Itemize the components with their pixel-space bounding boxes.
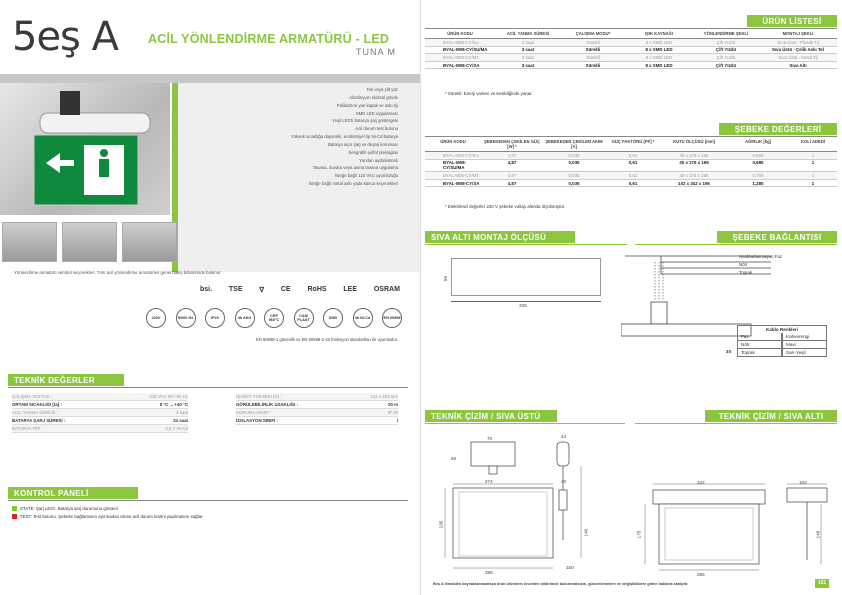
kablo-cell: Mavi bbox=[782, 341, 827, 349]
spec-badge: 4h Ni-Cd bbox=[353, 308, 373, 328]
kontrol-text: TEST: Test butonu. Şebeke bağlantısını ayırmadan ürünü acil durum testini yapılmasını sağlar. bbox=[20, 514, 204, 519]
table-cell: Sıva Üstü - Metal Tij bbox=[778, 54, 818, 60]
teknik-key: ACİL YANMA SÜRESİ : bbox=[12, 410, 58, 415]
column-header: KOLİ ADEDİ bbox=[800, 139, 826, 144]
cutout-width-line bbox=[451, 301, 601, 302]
table-cell: 4,87 bbox=[507, 160, 517, 166]
column-header: IŞIK KAYNAĞI bbox=[644, 31, 674, 36]
sebeke-divider bbox=[425, 136, 837, 137]
cizim-alti-divider bbox=[635, 423, 837, 424]
table-cell: BYAL-M08-CY/MT bbox=[443, 172, 480, 178]
table-cell: 3 saat bbox=[522, 39, 534, 45]
table-cell: 4,87 bbox=[507, 172, 517, 178]
section-teknik-cizim-alti: TEKNİK ÇİZİM / SIVA ALTI bbox=[705, 410, 837, 422]
table-cell: Sürekli bbox=[585, 47, 601, 53]
table-cell: 3 saat bbox=[522, 54, 534, 60]
technical-drawing-recessed bbox=[633, 430, 833, 580]
kontrol-item bbox=[12, 514, 392, 519]
table-cell: 0,61 bbox=[628, 152, 638, 158]
teknik-value: 0 °C ... +40 °C bbox=[159, 402, 188, 407]
section-kontrol-paneli: KONTROL PANELİ bbox=[8, 487, 138, 499]
table-cell: 0,61 bbox=[628, 172, 638, 178]
dim-274: 274 bbox=[485, 479, 493, 484]
kablo-cell: Kahverengi bbox=[782, 333, 827, 341]
table-cell: 4,87 bbox=[507, 152, 517, 158]
table-cell: 3 saat bbox=[521, 62, 535, 68]
dim-70: 70 bbox=[487, 436, 493, 441]
table-row bbox=[425, 47, 837, 55]
column-header: KUTU ÖLÇÜSÜ [mm] bbox=[673, 139, 715, 144]
dim-140-alti: 140 bbox=[815, 530, 821, 539]
table-header bbox=[425, 31, 837, 39]
table-cell: 0,035 bbox=[568, 160, 580, 166]
table-cell: Sürekli bbox=[586, 39, 600, 45]
product-photo-illustration bbox=[0, 83, 170, 215]
teknik-value: 3,6 V Ni-Cd bbox=[165, 426, 188, 431]
table-cell: 1 bbox=[811, 152, 815, 158]
dim-285-alti: 285 bbox=[697, 572, 705, 577]
table-cell: 1,280 bbox=[752, 180, 764, 186]
teknik-key: KORUMA SINIFI : bbox=[236, 410, 272, 415]
feature-item: Yeşil LED'li batarya şarj göstergesi bbox=[332, 118, 398, 124]
kablo-renkleri-table bbox=[737, 325, 827, 357]
kablo-title: Kablo Renkleri bbox=[737, 325, 827, 333]
column-header: MONTAJ ŞEKLİ bbox=[782, 31, 814, 36]
cert-logo: CE bbox=[280, 286, 291, 293]
spec-badge: EN 60598 bbox=[382, 308, 402, 328]
kablo-cell: Sarı-Yeşil bbox=[782, 349, 827, 357]
teknik-divider bbox=[8, 387, 408, 388]
kablo-prefix: 3X bbox=[726, 349, 732, 354]
table-cell: Çift Yüzlü bbox=[716, 54, 736, 60]
table-cell: 0,035 bbox=[568, 172, 580, 178]
dim-285: 285 bbox=[485, 570, 493, 575]
kablo-cell: Nötr bbox=[737, 341, 782, 349]
teknik-row bbox=[236, 401, 398, 409]
table-cell: 0,61 bbox=[628, 160, 638, 166]
teknik-row bbox=[12, 425, 188, 433]
table-cell: Çift Yüzlü bbox=[716, 39, 736, 45]
dim-195: 195 bbox=[438, 520, 444, 529]
urun-listesi-table bbox=[425, 31, 837, 69]
spec-badge: 4h AKU bbox=[235, 308, 255, 328]
column-header: ŞEBEKEDEN ÇEKİLEN AKIM [A] bbox=[545, 139, 603, 149]
cert-logo: OSRAM bbox=[373, 286, 400, 293]
table-cell: BYAL-M08-CY/SA bbox=[443, 180, 480, 186]
cutout-height-label: 55 bbox=[443, 275, 449, 282]
column-header: ÜRÜN KODU bbox=[447, 31, 473, 36]
table-cell: 40 x 276 x 195 bbox=[679, 152, 709, 158]
table-cell: 1 bbox=[811, 180, 815, 186]
table-cell: 3 saat bbox=[521, 47, 535, 53]
table-cell: Sürekli bbox=[585, 62, 601, 68]
kontrol-item bbox=[12, 506, 392, 511]
feature-item: İsteğe bağlı metal askı yada kanca seçenekleri bbox=[308, 181, 398, 187]
thumbnail-1 bbox=[2, 222, 57, 262]
footer-disclaimer: Beş A ihmalden kaynaklanmadıkça ürün ürünlerin önceden bildirimde bulunmaksızın, güncellemelere ve değişikliklere gitme hakkına sahiptir. bbox=[433, 582, 689, 586]
column-header: AĞIRLIK [kg] bbox=[744, 139, 772, 144]
teknik-key: BATARYA TİPİ : bbox=[12, 426, 43, 431]
thumbnail-2 bbox=[62, 222, 117, 262]
section-siva-alti-montaj: SIVA ALTI MONTAJ ÖLÇÜSÜ bbox=[425, 231, 575, 243]
wire-label-faz: Anahtarlanmayan Faz bbox=[739, 254, 782, 259]
teknik-key: İZOLASYON SINIFI : bbox=[236, 418, 278, 423]
sebeke-baglanti-divider bbox=[635, 244, 837, 245]
column-header: ÜRÜN KODU bbox=[440, 139, 466, 144]
feature-item: Tavana, duvara veya asma tavana uygulama bbox=[312, 165, 398, 171]
table-cell: 8 x SMD LED bbox=[645, 62, 673, 68]
table-row bbox=[425, 180, 837, 188]
test-button-icon bbox=[12, 514, 17, 519]
table-cell: Sıva Üstü - Plastik Tij bbox=[777, 39, 819, 45]
feature-item: Alüminyum eloksal gövde bbox=[349, 94, 398, 100]
cert-logo: bsi. bbox=[200, 286, 213, 293]
table-cell: 40 x 276 x 195 bbox=[679, 160, 709, 166]
table-cell: 40 x 276 x 195 bbox=[679, 172, 709, 178]
table-cell: BYAL-M08-CY/SU bbox=[443, 39, 479, 45]
table-cell: 4,87 bbox=[507, 180, 517, 186]
table-cell: BYAL-M08-CY/SU bbox=[443, 152, 479, 158]
teknik-key: İŞARET YÜKSEKLİĞİ : bbox=[236, 394, 282, 399]
table-cell: 1 bbox=[811, 172, 815, 178]
spec-badge: 50/60 Hz bbox=[176, 308, 196, 328]
table-cell: 1 bbox=[811, 160, 815, 166]
kablo-rows bbox=[737, 333, 827, 357]
section-teknik-degerler: TEKNİK DEĞERLER bbox=[8, 374, 124, 386]
cert-logo: TSE bbox=[228, 286, 243, 293]
dim-102: 102 bbox=[799, 480, 807, 485]
column-header: ÇALIŞMA MODU* bbox=[575, 31, 611, 36]
teknik-row bbox=[12, 393, 188, 401]
spec-badge: CRF 960°C bbox=[264, 308, 284, 328]
table-cell: 102 x 342 x 195 bbox=[678, 180, 710, 186]
teknik-right-table bbox=[236, 393, 398, 425]
table-cell: Sürekli bbox=[586, 54, 600, 60]
table-cell: 8 x SMD LED bbox=[645, 47, 673, 53]
kablo-row bbox=[737, 349, 827, 357]
cutout-drawing bbox=[451, 258, 601, 296]
teknik-key: ÇALIŞMA VOLTAJI : bbox=[12, 394, 52, 399]
description-text: Yönlendirme armatürü sembol seçenekleri, Tüm acil yönlendirme armatürleri genel bakış bölümünde bulunur. bbox=[14, 270, 222, 275]
table-row bbox=[425, 160, 837, 173]
section-sebeke-degerleri: ŞEBEKE DEĞERLERİ bbox=[719, 123, 837, 135]
wire-label-notr: Nötr bbox=[739, 262, 748, 267]
table-row bbox=[425, 39, 837, 47]
feature-item: Serigrafili şeffaf pleksiglas bbox=[348, 149, 398, 155]
brand-logo: 5eş A bbox=[12, 14, 118, 60]
wire-label-toprak: Toprak bbox=[739, 270, 753, 275]
spec-badge: 220V bbox=[146, 308, 166, 328]
feature-item: Yüksek sıcaklığa dayanıklı, endüstriyel tip Ni-Cd batarya bbox=[290, 134, 398, 140]
header-divider bbox=[0, 74, 420, 83]
feature-list-items bbox=[178, 86, 398, 188]
dim-175: 175 bbox=[636, 530, 642, 539]
column-header: ACİL YANMA SÜRESİ bbox=[506, 31, 550, 36]
cert-logo: LEE bbox=[343, 286, 358, 293]
sebeke-note: * Elektriksel değerler 230 V şebeke voltajı altında ölçülmüştür. bbox=[445, 204, 566, 209]
table-row bbox=[425, 62, 837, 70]
teknik-value: IP 20 bbox=[387, 410, 398, 415]
norm-text: EN 60598-1 güvenlik ve EN 60598-2-22 fonksiyon standartları ile uyumludur. bbox=[256, 337, 398, 342]
teknik-value: 3 saat bbox=[176, 410, 188, 415]
kontrol-items bbox=[12, 506, 392, 522]
product-photo bbox=[0, 83, 170, 215]
right-panel bbox=[421, 0, 842, 595]
feature-item: İsteğe bağlı 110 VAC uyumluluğu bbox=[334, 173, 398, 179]
thumbnail-3 bbox=[122, 222, 177, 262]
feature-item: Batarya aşırı şarj ve deşarj koruması bbox=[328, 141, 398, 147]
table-cell: 8 x SMD LED bbox=[645, 39, 673, 45]
kablo-row bbox=[737, 333, 827, 341]
kontrol-text: STATE: Şarj LED'i. Batarya şarj durumunu gösterir. bbox=[20, 506, 120, 511]
kablo-cell: Faz bbox=[737, 333, 782, 341]
state-led-icon bbox=[12, 506, 17, 511]
product-subtitle: TUNA M bbox=[356, 47, 397, 57]
table-cell: 0,685 bbox=[752, 160, 764, 166]
section-urun-listesi: ÜRÜN LİSTESİ bbox=[747, 15, 837, 27]
cert-logos bbox=[200, 286, 400, 298]
teknik-row bbox=[12, 417, 188, 425]
spec-badge: SMD bbox=[323, 308, 343, 328]
kablo-row bbox=[737, 341, 827, 349]
table-row bbox=[425, 152, 837, 160]
dim-140: 140 bbox=[583, 528, 589, 537]
feature-item: SMD LED uygulaması bbox=[355, 110, 398, 116]
dim-40: 40 bbox=[561, 479, 567, 484]
table-row bbox=[425, 172, 837, 180]
feature-item: Polikarbon yan kapak ve askı tiji bbox=[336, 102, 398, 108]
teknik-row bbox=[12, 401, 188, 409]
section-sebeke-baglantisi: ŞEBEKE BAĞLANTISI bbox=[717, 231, 837, 243]
section-teknik-cizim-ustu: TEKNİK ÇİZİM / SIVA ÜSTÜ bbox=[425, 410, 557, 422]
teknik-row bbox=[236, 417, 398, 425]
table-cell: Çift Yüzlü bbox=[715, 47, 737, 53]
spec-badge: CAM PLAST bbox=[294, 308, 314, 328]
sebeke-degerleri-table bbox=[425, 139, 837, 187]
teknik-row bbox=[12, 409, 188, 417]
spec-badges bbox=[146, 308, 402, 328]
table-cell: 8 x SMD LED bbox=[645, 54, 673, 60]
cert-logo: RoHS bbox=[307, 286, 327, 293]
column-header: ŞEBEKEDEN ÇEKİLEN GÜÇ [W] * bbox=[483, 139, 541, 149]
table-cell: 0,665 bbox=[752, 152, 764, 158]
feature-item: Acil durum test butonu bbox=[355, 126, 398, 132]
kontrol-divider bbox=[8, 500, 408, 501]
table-cell: BYAL-M08-CY/SU/MA bbox=[443, 160, 467, 171]
cert-logo: ∇ bbox=[259, 287, 265, 294]
technical-drawing-surface bbox=[431, 430, 621, 580]
table-row bbox=[425, 54, 837, 62]
cizim-ustu-divider bbox=[425, 423, 625, 424]
teknik-key: ORTAM SICAKLIĞI [ta] : bbox=[12, 402, 62, 407]
teknik-value: I bbox=[396, 418, 398, 423]
kablo-cell: Toprak bbox=[737, 349, 782, 357]
table-cell: Sıva Altı bbox=[789, 62, 807, 68]
table-cell: BYAL-M08-CY/SU/MA bbox=[443, 47, 488, 53]
feature-item: Yandan aydınlatmalı bbox=[359, 157, 398, 163]
page-number: 121 bbox=[815, 579, 829, 588]
table-cell: BYAL-M08-CY/SA bbox=[443, 62, 480, 68]
cutout-width-label: 335 bbox=[519, 303, 527, 308]
table-cell: 0,035 bbox=[568, 180, 580, 186]
siva-alti-divider bbox=[425, 244, 627, 245]
table-cell: Sıva Üstü - Çelik Askı Tel bbox=[772, 47, 824, 53]
teknik-value: 24 saat bbox=[173, 418, 188, 423]
teknik-key: BATARYA ŞARJ SÜRESİ : bbox=[12, 418, 66, 423]
teknik-key: GÖRÜLEBİLİRLİK UZAKLIĞI : bbox=[236, 402, 298, 407]
urun-listesi-note: * Sürekli: Enerji varken ve kesildiğinde yanar. bbox=[445, 91, 533, 96]
table-cell: 0,61 bbox=[628, 180, 638, 186]
spec-badge: IP20 bbox=[205, 308, 225, 328]
feature-list bbox=[178, 86, 398, 188]
dim-44: 44 bbox=[561, 434, 567, 439]
column-header: GÜÇ FAKTÖRÜ [PF] * bbox=[611, 139, 655, 144]
dim-65: 65 bbox=[451, 456, 457, 461]
table-cell: 0,769 bbox=[752, 172, 764, 178]
teknik-value: 20 m bbox=[387, 402, 398, 407]
feature-item: Tek veya çift yüz bbox=[366, 87, 398, 92]
dim-150: 150 bbox=[566, 565, 574, 570]
table-cell: Çift Yüzlü bbox=[715, 62, 737, 68]
left-panel bbox=[0, 0, 420, 595]
teknik-left-table bbox=[12, 393, 188, 433]
table-header bbox=[425, 139, 837, 152]
table-cell: BYAL-M08-CY/MT bbox=[443, 54, 480, 60]
teknik-row bbox=[236, 409, 398, 417]
product-title: ACİL YÖNLENDİRME ARMATÜRÜ - LED bbox=[148, 32, 390, 46]
teknik-value: 122 x 253 mm bbox=[370, 394, 398, 399]
column-header: YÖNLENDİRME ŞEKLİ bbox=[703, 31, 749, 36]
teknik-row bbox=[236, 393, 398, 401]
table-cell: 0,035 bbox=[568, 152, 580, 158]
urun-divider bbox=[425, 28, 837, 29]
dim-342: 342 bbox=[697, 480, 705, 485]
teknik-value: 230 VAC 50 / 60 Hz bbox=[149, 394, 188, 399]
